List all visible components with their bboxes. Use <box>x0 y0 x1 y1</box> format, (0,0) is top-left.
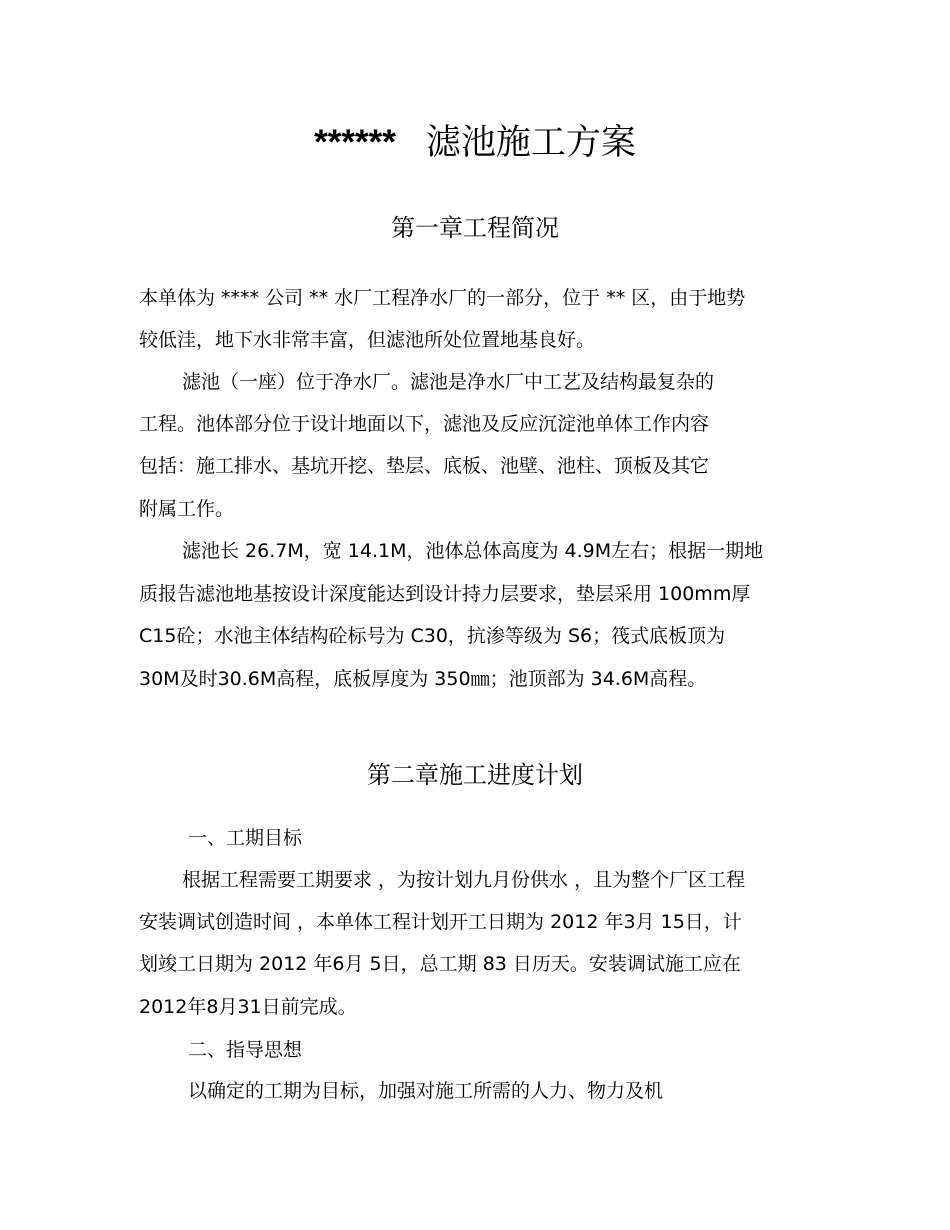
chapter-2-line-4: 2012年8月31日前完成。 <box>139 996 357 1018</box>
chapter-1-line-6: 附属工作。 <box>139 498 235 520</box>
title-text: 滤池施工方案 <box>425 123 636 163</box>
chapter-2-heading: 第二章施工进度计划 <box>367 761 583 789</box>
chapter-1-heading: 第一章工程简况 <box>391 214 559 242</box>
chapter-1-line-3: 滤池（一座）位于净水厂。滤池是净水厂中工艺及结构最复杂的 <box>182 371 715 393</box>
section-2-heading: 二、指导思想 <box>188 1039 303 1061</box>
chapter-1-line-9: C15砼；水池主体结构砼标号为 C30，抗渗等级为 S6；筏式底板顶为 <box>139 625 726 647</box>
chapter-1-line-10: 30M及时30.6M高程，底板厚度为 350㎜；池顶部为 34.6M高程。 <box>139 668 707 690</box>
chapter-2-line-2: 安装调试创造时间 ，本单体工程计划开工日期为 2012 年3月 15日，计 <box>139 911 742 933</box>
chapter-2-line-3: 划竣工日期为 2012 年6月 5日，总工期 83 日历天。安装调试施工应在 <box>139 953 741 975</box>
section-1-heading: 一、工期目标 <box>188 827 303 849</box>
section-2-line-1: 以确定的工期为目标，加强对施工所需的人力、物力及机 <box>188 1080 664 1102</box>
chapter-1-line-2: 较低洼，地下水非常丰富，但滤池所处位置地基良好。 <box>139 329 596 351</box>
chapter-1-line-7: 滤池长 26.7M，宽 14.1M，池体总体高度为 4.9M左右；根据一期地 <box>182 540 764 562</box>
chapter-1-line-5: 包括：施工排水、基坑开挖、垫层、底板、池壁、池柱、顶板及其它 <box>139 455 710 477</box>
chapter-2-line-1: 根据工程需要工期要求 ，为按计划九月份供水 ，且为整个厂区工程 <box>182 869 746 891</box>
chapter-1-line-4: 工程。池体部分位于设计地面以下，滤池及反应沉淀池单体工作内容 <box>139 413 710 435</box>
title-stars: ****** <box>314 123 396 162</box>
document-title <box>0 118 950 168</box>
chapter-1-line-8: 质报告滤池地基按设计深度能达到设计持力层要求，垫层采用 100mm厚 <box>139 583 751 605</box>
chapter-1-line-1: 本单体为 **** 公司 ** 水厂工程净水厂的一部分，位于 ** 区，由于地势 <box>139 287 746 309</box>
